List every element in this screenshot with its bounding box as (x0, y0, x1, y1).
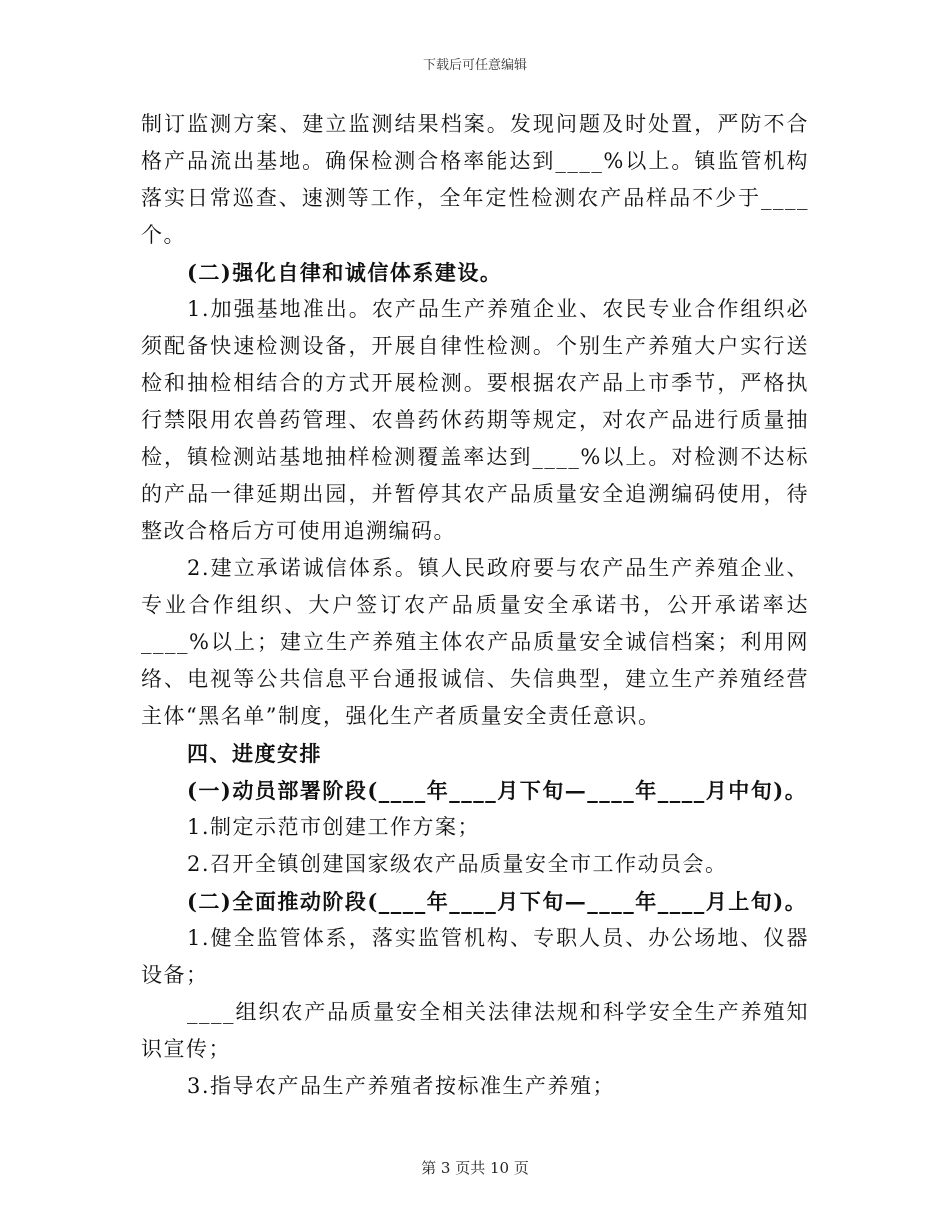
paragraph-commitment-system: 2.建立承诺诚信体系。镇人民政府要与农产品生产养殖企业、专业合作组织、大户签订农产品质量安全承诺书，公开承诺率达____%以上；建立生产养殖主体农产品质量安全诚信档案；利用网络、电视等公共信息平台通报诚信、失信典型，建立生产养殖经营主体“黑名单”制度，强化生产者质量安全责任意识。 (141, 556, 809, 728)
document-body (141, 106, 809, 1105)
list-item-standards: 3.指导农产品生产养殖者按标准生产养殖； (187, 1074, 616, 1098)
list-item-plan: 1.制定示范市创建工作方案； (187, 815, 481, 839)
list-item-publicity: ____组织农产品质量安全相关法律法规和科学安全生产养殖知识宣传； (141, 1000, 809, 1061)
page-footer: 第 3 页共 10 页 (421, 1159, 529, 1177)
paragraph-monitoring: 制订监测方案、建立监测结果档案。发现问题及时处置，严防不合格产品流出基地。确保检测合格率能达到____%以上。镇监管机构落实日常巡查、速测等工作，全年定性检测农产品样品不少于____个。 (141, 112, 809, 247)
list-item-meeting: 2.召开全镇创建国家级农产品质量安全市工作动员会。 (187, 852, 728, 876)
list-item-supervision: 1.健全监管体系，落实监管机构、专职人员、办公场地、仪器设备； (141, 926, 809, 987)
section-heading-schedule: 四、进度安排 (187, 741, 322, 766)
page-header: 下载后可任意编辑 (422, 58, 527, 73)
paragraph-base-access: 1.加强基地准出。农产品生产养殖企业、农民专业合作组织必须配备快速检测设备，开展自律性检测。个别生产养殖大户实行送检和抽检相结合的方式开展检测。要根据农产品上市季节，严格执行禁限用农兽药管理、农兽药休药期等规定，对农产品进行质量抽检，镇检测站基地抽样检测覆盖率达到____%以上。对检测不达标的产品一律延期出园，并暂停其农产品质量安全追溯编码使用，待整改合格后方可使用追溯编码。 (141, 297, 809, 543)
stage-heading-mobilization: (一)动员部署阶段(____年____月下旬—____年____月中旬)。 (187, 778, 808, 803)
section-heading-integrity: (二)强化自律和诚信体系建设。 (187, 260, 503, 285)
stage-heading-promotion: (二)全面推动阶段(____年____月下旬—____年____月上旬)。 (187, 889, 808, 914)
